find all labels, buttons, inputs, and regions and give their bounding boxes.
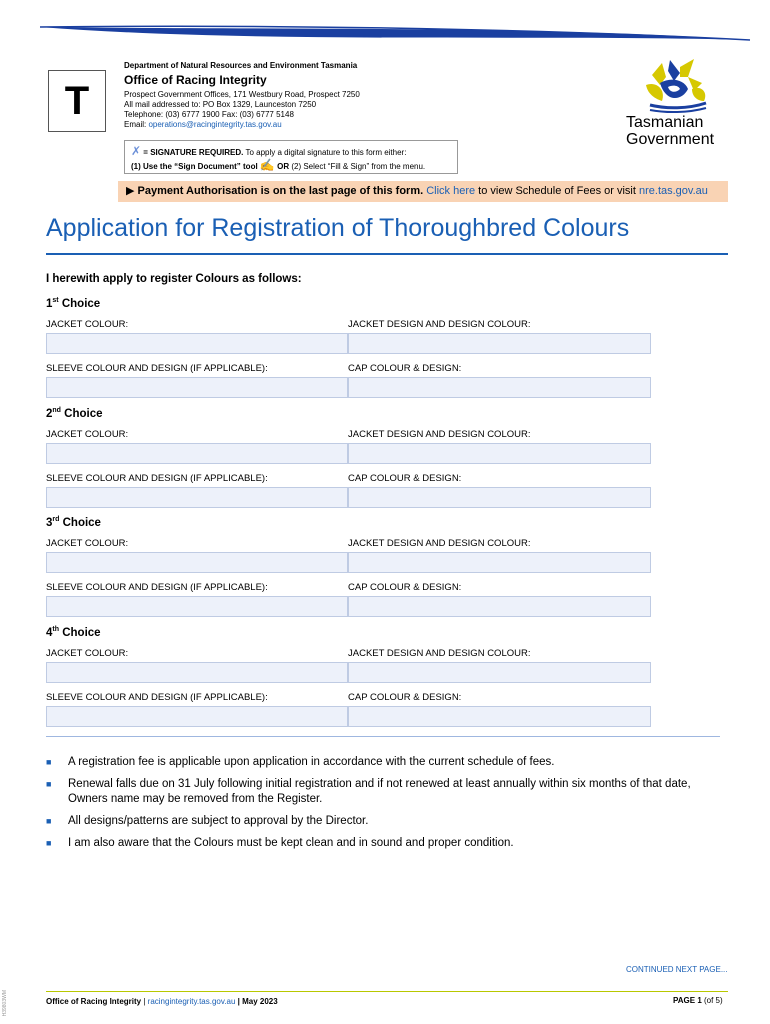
page-title: Application for Registration of Thoroughbred Colours	[46, 214, 630, 242]
jacket-design-label: JACKET DESIGN AND DESIGN COLOUR:	[348, 428, 531, 440]
fill-sign-instruction: (2) Select “Fill & Sign” from the menu.	[291, 162, 426, 171]
tasmanian-government-wordmark	[626, 114, 714, 148]
office-address	[124, 90, 360, 130]
list-item	[46, 777, 716, 807]
jacket-colour-field[interactable]	[46, 662, 348, 683]
cap-colour-label: CAP COLOUR & DESIGN:	[348, 582, 462, 593]
footer-left	[46, 997, 278, 1006]
footer-date: | May 2023	[235, 997, 278, 1006]
choice-number: 4	[46, 626, 53, 639]
choice-ordinal: rd	[52, 516, 60, 523]
play-arrow-icon: ▶	[126, 185, 135, 197]
office-name: Office of Racing Integrity	[124, 73, 267, 87]
choice-number: 2	[46, 407, 53, 420]
sleeve-colour-label: SLEEVE COLOUR AND DESIGN (IF APPLICABLE):	[46, 472, 268, 484]
sleeve-colour-field[interactable]	[46, 487, 348, 508]
conditions-list	[46, 755, 716, 858]
choice-heading	[46, 297, 100, 310]
page-current: 1	[697, 996, 702, 1005]
sign-document-instruction: (1) Use the “Sign Document” tool	[131, 162, 258, 171]
page-number	[673, 996, 723, 1005]
jacket-design-label: JACKET DESIGN AND DESIGN COLOUR:	[348, 319, 531, 330]
choice-number: 3	[46, 516, 53, 529]
cap-colour-label: CAP COLOUR & DESIGN:	[348, 363, 462, 374]
list-item	[46, 814, 716, 829]
jacket-colour-field[interactable]	[46, 443, 348, 464]
bullet-square-icon: ■	[46, 779, 52, 789]
cap-colour-field[interactable]	[348, 706, 651, 727]
jacket-colour-label: JACKET COLOUR:	[46, 319, 129, 330]
phone-line: Telephone: (03) 6777 1900 Fax: (03) 6777 5148	[124, 110, 294, 119]
sleeve-colour-label: SLEEVE COLOUR AND DESIGN (IF APPLICABLE):	[46, 691, 268, 703]
signature-required-label: = SIGNATURE REQUIRED.	[143, 148, 244, 157]
page-total: (of 5)	[701, 996, 723, 1005]
list-item	[46, 836, 716, 851]
sleeve-colour-field[interactable]	[46, 706, 348, 727]
footer-separator: |	[141, 997, 148, 1006]
bullet-square-icon: ■	[46, 757, 52, 767]
side-code: H39803WM	[2, 990, 8, 1017]
choice-ordinal: nd	[52, 406, 61, 414]
jacket-design-field[interactable]	[348, 333, 651, 354]
signature-notice-line-1	[131, 145, 451, 159]
choice-word: Choice	[62, 626, 101, 639]
choice-word: Choice	[61, 297, 101, 310]
bullet-square-icon: ■	[46, 838, 52, 848]
payment-middle-text: to view Schedule of Fees or visit	[475, 185, 639, 197]
header-swoosh	[0, 0, 770, 50]
choice-word: Choice	[64, 407, 103, 420]
pen-icon: ✍	[259, 158, 275, 172]
choice-ordinal: st	[52, 297, 59, 304]
sleeve-colour-label: SLEEVE COLOUR AND DESIGN (IF APPLICABLE):	[46, 582, 268, 593]
signature-marker-icon: ✗	[131, 144, 142, 158]
jacket-design-label: JACKET DESIGN AND DESIGN COLOUR:	[348, 538, 531, 549]
jacket-colour-label: JACKET COLOUR:	[46, 538, 129, 549]
signature-or: OR	[277, 162, 290, 171]
signature-notice-text: To apply a digital signature to this form either:	[243, 148, 407, 157]
wordmark-line-2: Government	[626, 131, 715, 148]
sleeve-colour-field[interactable]	[46, 377, 348, 398]
cap-colour-label: CAP COLOUR & DESIGN:	[348, 691, 462, 703]
continued-next-page: CONTINUED NEXT PAGE...	[626, 965, 728, 974]
jacket-design-field[interactable]	[348, 443, 651, 464]
choice-ordinal: th	[52, 625, 60, 633]
intro-text: I herewith apply to register Colours as follows:	[46, 273, 302, 285]
condition-text: Renewal falls due on 31 July following initial registration and if not renewed at least annually within six months of that date, Owners name may be removed from the Register.	[68, 778, 691, 805]
payment-notice: Payment Authorisation is on the last page of this form.	[137, 185, 424, 197]
bullet-square-icon: ■	[46, 816, 52, 826]
condition-text: All designs/patterns are subject to approval by the Director.	[68, 815, 369, 827]
nre-website-link[interactable]: nre.tas.gov.au	[638, 185, 708, 197]
sleeve-colour-field[interactable]	[46, 596, 348, 617]
schedule-of-fees-link[interactable]: Click here	[426, 185, 476, 197]
address-line-1: Prospect Government Offices, 171 Westbury Road, Prospect 7250	[124, 90, 360, 99]
choice-number: 1	[46, 297, 53, 310]
cap-colour-field[interactable]	[348, 377, 651, 398]
list-item	[46, 755, 716, 770]
footer-divider	[46, 991, 728, 992]
jacket-colour-field[interactable]	[46, 333, 348, 354]
email-line	[124, 120, 360, 130]
section-divider	[46, 736, 720, 737]
footer-website-link[interactable]: racingintegrity.tas.gov.au	[147, 997, 236, 1006]
jacket-colour-label: JACKET COLOUR:	[46, 428, 129, 440]
title-divider	[46, 253, 728, 255]
jacket-colour-field[interactable]	[46, 552, 348, 573]
signature-notice	[124, 140, 458, 174]
sleeve-colour-label: SLEEVE COLOUR AND DESIGN (IF APPLICABLE):	[46, 363, 268, 374]
cap-colour-field[interactable]	[348, 487, 651, 508]
signature-notice-line-2	[131, 159, 451, 173]
choice-heading	[46, 407, 103, 420]
cap-colour-label: CAP COLOUR & DESIGN:	[348, 472, 462, 484]
condition-text: I am also aware that the Colours must be kept clean and in sound and proper condition.	[68, 837, 514, 849]
condition-text: A registration fee is applicable upon application in accordance with the current schedule of fees.	[68, 756, 555, 768]
email-label: Email:	[124, 120, 149, 129]
address-line-2: All mail addressed to: PO Box 1329, Launceston 7250	[124, 100, 317, 109]
department-name: Department of Natural Resources and Environment Tasmania	[124, 61, 358, 70]
payment-authorisation-bar	[118, 181, 728, 202]
jacket-design-field[interactable]	[348, 662, 651, 683]
wordmark-line-1: Tasmanian	[626, 114, 704, 131]
cap-colour-field[interactable]	[348, 596, 651, 617]
jacket-design-label: JACKET DESIGN AND DESIGN COLOUR:	[348, 647, 531, 659]
jacket-colour-label: JACKET COLOUR:	[46, 647, 129, 659]
footer-office: Office of Racing Integrity	[46, 997, 142, 1006]
email-link[interactable]: operations@racingintegrity.tas.gov.au	[148, 120, 282, 129]
office-logo-t: T	[48, 70, 106, 132]
page-label: PAGE	[673, 996, 698, 1005]
jacket-design-field[interactable]	[348, 552, 651, 573]
choice-word: Choice	[62, 516, 101, 529]
choice-heading	[46, 626, 101, 639]
choice-heading	[46, 516, 101, 529]
